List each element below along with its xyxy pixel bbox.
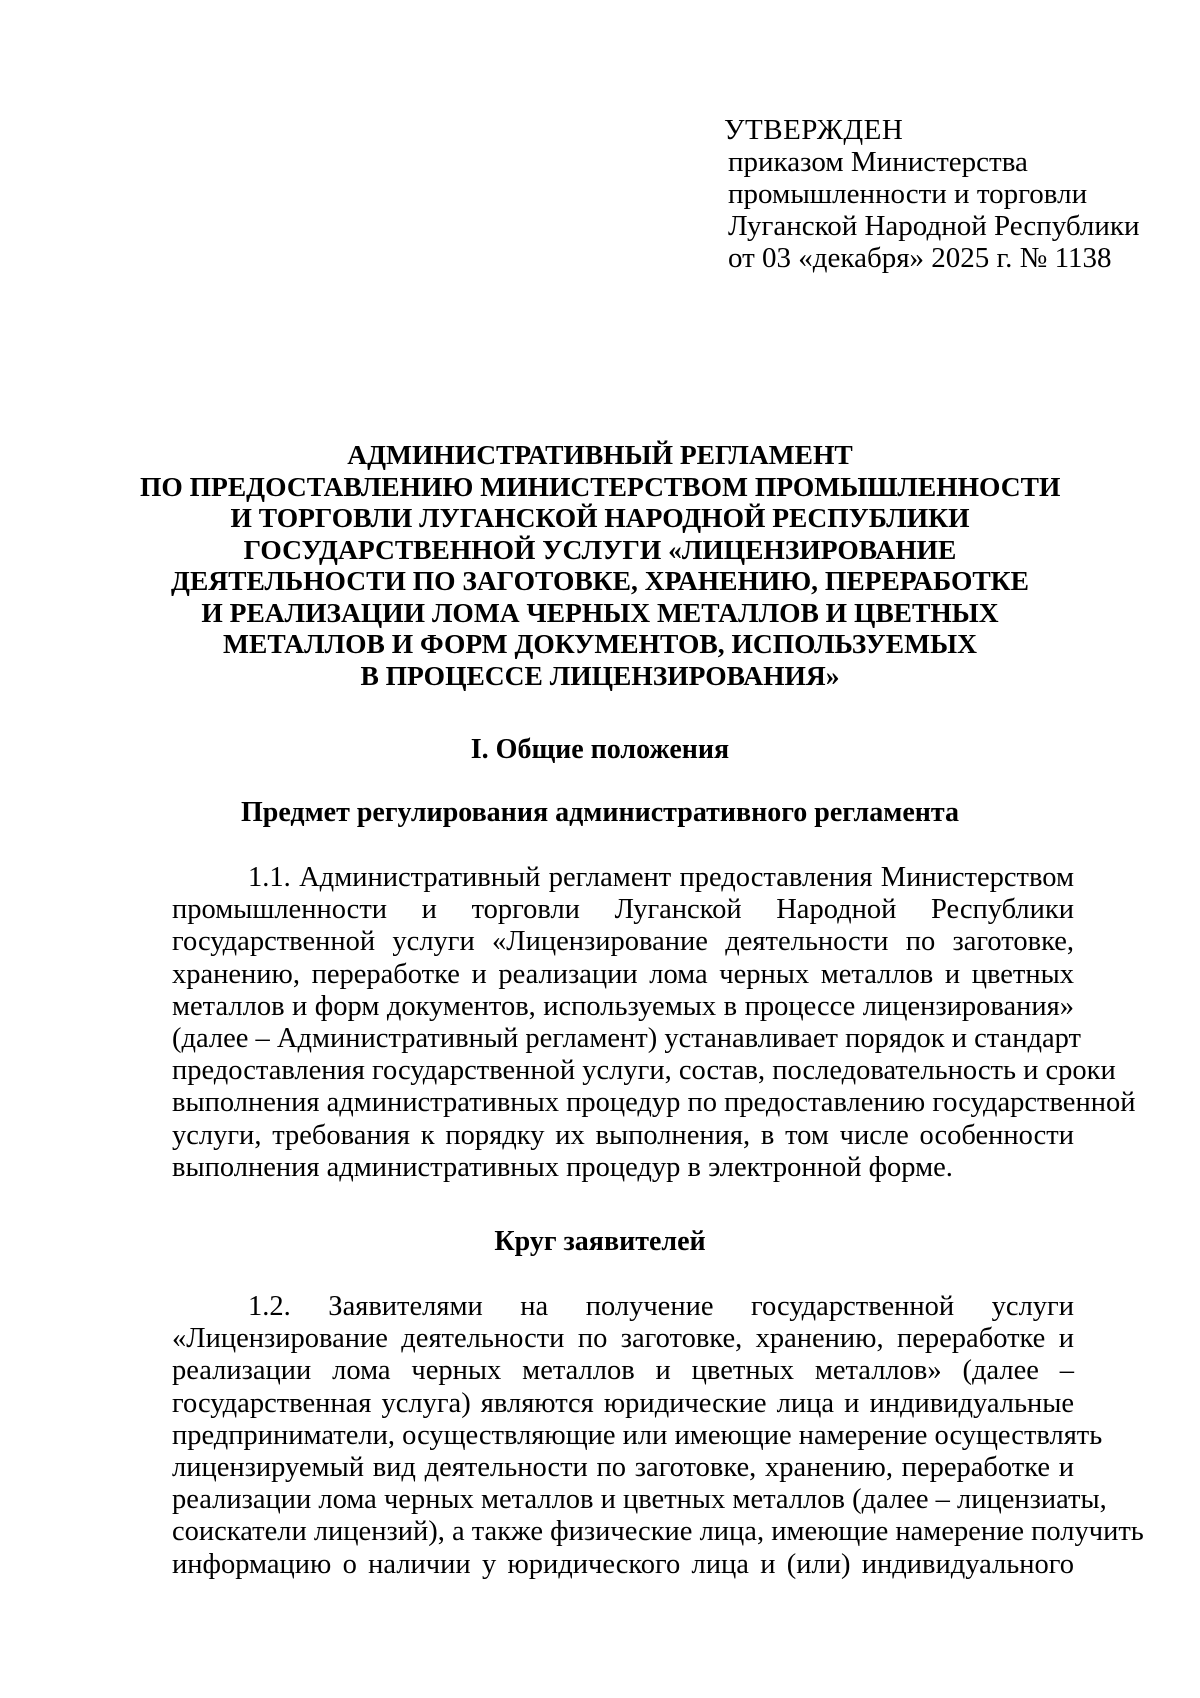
subsection-heading-applicants: Круг заявителей — [494, 1226, 706, 1257]
paragraph-line: металлов и форм документов, используемых в процессе лицензирования» — [172, 990, 1074, 1022]
paragraph-line: промышленности и торговли Луганской Народной Республики — [172, 894, 1074, 926]
paragraph-1-1 — [172, 862, 1136, 1184]
title-line: МЕТАЛЛОВ И ФОРМ ДОКУМЕНТОВ, ИСПОЛЬЗУЕМЫХ — [223, 628, 977, 659]
approval-line: Луганской Народной Республики — [728, 210, 1140, 242]
paragraph-line: услуги, требования к порядку их выполнения, в том числе особенности — [172, 1119, 1074, 1151]
section-heading: I. Общие положения — [470, 734, 730, 765]
paragraph-line: (далее – Административный регламент) устанавливает порядок и стандарт — [172, 1023, 1081, 1055]
approval-line: приказом Министерства — [728, 146, 1028, 178]
title-line: ДЕЯТЕЛЬНОСТИ ПО ЗАГОТОВКЕ, ХРАНЕНИЮ, ПЕРЕРАБОТКЕ — [171, 565, 1029, 596]
paragraph-line: лицензируемый вид деятельности по заготовке, хранению, переработке и — [172, 1452, 1074, 1484]
paragraph-line: государственная услуга) являются юридические лица и индивидуальные — [172, 1387, 1074, 1419]
paragraph-line: выполнения административных процедур по предоставлению государственной — [172, 1087, 1136, 1119]
paragraph-line: предоставления государственной услуги, состав, последовательность и сроки — [172, 1055, 1116, 1087]
approval-line: от 03 «декабря» 2025 г. № 1138 — [728, 242, 1112, 274]
document-title — [140, 439, 1060, 691]
subsection-heading-subject: Предмет регулирования административного регламента — [241, 797, 959, 828]
paragraph-line: хранению, переработке и реализации лома черных металлов и цветных — [172, 958, 1074, 990]
approval-stamp: УТВЕРЖДЕН — [724, 114, 904, 146]
paragraph-1-2 — [172, 1291, 1144, 1581]
approval-line: промышленности и торговли — [728, 178, 1088, 210]
paragraph-line: соискатели лицензий), а также физические лица, имеющие намерение получить — [172, 1516, 1144, 1548]
paragraph-line: предприниматели, осуществляющие или имеющие намерение осуществлять — [172, 1419, 1103, 1451]
title-line: ПО ПРЕДОСТАВЛЕНИЮ МИНИСТЕРСТВОМ ПРОМЫШЛЕННОСТИ — [140, 470, 1061, 502]
title-line: АДМИНИСТРАТИВНЫЙ РЕГЛАМЕНТ — [347, 439, 853, 470]
paragraph-line: выполнения административных процедур в электронной форме. — [172, 1151, 953, 1183]
paragraph-line: реализации лома черных металлов и цветных металлов (далее – лицензиаты, — [172, 1484, 1107, 1516]
title-line: И РЕАЛИЗАЦИИ ЛОМА ЧЕРНЫХ МЕТАЛЛОВ И ЦВЕТНЫХ — [201, 596, 999, 628]
paragraph-line: реализации лома черных металлов и цветных металлов» (далее – — [172, 1355, 1074, 1387]
paragraph-line: 1.2. Заявителями на получение государственной услуги — [248, 1291, 1074, 1322]
title-line: И ТОРГОВЛИ ЛУГАНСКОЙ НАРОДНОЙ РЕСПУБЛИКИ — [230, 502, 970, 533]
title-line: В ПРОЦЕССЕ ЛИЦЕНЗИРОВАНИЯ» — [360, 659, 840, 691]
paragraph-line: информацию о наличии у юридического лица и (или) индивидуального — [172, 1548, 1074, 1580]
paragraph-line: государственной услуги «Лицензирование деятельности по заготовке, — [172, 926, 1074, 958]
paragraph-line: «Лицензирование деятельности по заготовке, хранению, переработке и — [172, 1323, 1074, 1355]
paragraph-line: 1.1. Административный регламент предоставления Министерством — [248, 862, 1074, 893]
approval-block — [724, 114, 1168, 274]
title-line: ГОСУДАРСТВЕННОЙ УСЛУГИ «ЛИЦЕНЗИРОВАНИЕ — [243, 533, 957, 565]
